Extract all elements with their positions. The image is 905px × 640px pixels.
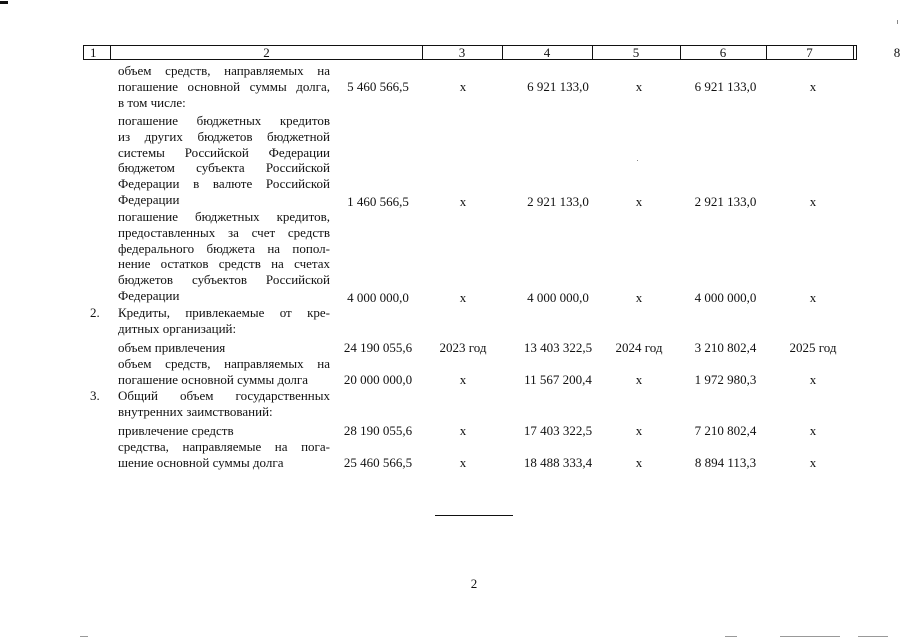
cell-marker: х <box>459 194 467 209</box>
header-cell: 3 <box>422 46 503 59</box>
scan-edge-mark <box>80 636 88 637</box>
row-description <box>118 113 330 208</box>
cell-marker: х <box>809 194 817 209</box>
header-cell: 2 <box>111 46 423 59</box>
row-description <box>118 423 330 439</box>
row-description <box>118 356 330 388</box>
header-cell: 4 <box>502 46 593 59</box>
desc-line: системы Российской Федерации <box>118 144 330 160</box>
cell-amount: 4 000 000,0 <box>347 290 409 305</box>
cell-amount: 18 488 333,4 <box>523 455 593 470</box>
table-header-row <box>83 45 901 60</box>
cell-amount: 1 460 566,5 <box>347 194 409 209</box>
cell-amount: 4 000 000,0 <box>527 290 589 305</box>
cell-amount: 24 190 055,6 <box>343 340 413 355</box>
cell-marker: х <box>635 194 643 209</box>
cell-marker: х <box>809 423 817 438</box>
desc-line: бюджетом субъекта Российской <box>118 160 330 176</box>
cell-amount: 13 403 322,5 <box>523 340 593 355</box>
desc-line: погашение основной суммы долга <box>118 371 309 387</box>
footnote-rule <box>435 515 513 516</box>
cell-amount: 28 190 055,6 <box>343 423 413 438</box>
cell-amount: 25 460 566,5 <box>343 455 413 470</box>
page-number: 2 <box>470 576 478 591</box>
desc-line: шение основной суммы долга <box>118 454 284 470</box>
cell-marker: х <box>635 423 643 438</box>
desc-line: внутренних заимствований: <box>118 403 273 419</box>
desc-line: Федерации <box>118 287 180 303</box>
desc-line: дитных организаций: <box>118 320 237 336</box>
cell-amount: 20 000 000,0 <box>343 372 413 387</box>
desc-line: Общий объем государственных <box>118 388 330 403</box>
desc-line: объем средств, направляемых на <box>118 356 330 371</box>
desc-line: предоставленных за счет средств <box>118 224 330 240</box>
scan-edge-mark <box>780 636 840 637</box>
cell-amount: 6 921 133,0 <box>527 79 589 94</box>
section-number: 3. <box>90 388 100 403</box>
scan-edge-mark <box>725 636 737 637</box>
desc-line: бюджетов субъектов Российской <box>118 272 330 288</box>
cell-marker: х <box>635 79 643 94</box>
section-number: 2. <box>90 305 100 320</box>
cell-marker: х <box>459 79 467 94</box>
desc-line: Федерации в валюте Российской <box>118 176 330 192</box>
cell-amount: 6 921 133,0 <box>694 79 757 94</box>
row-description <box>118 209 330 304</box>
cell-year: 2024 год <box>615 340 663 355</box>
cell-marker: х <box>809 372 817 387</box>
scan-speck <box>897 20 898 24</box>
header-cell: 1 <box>84 46 111 59</box>
cell-amount: 8 894 113,3 <box>694 455 757 470</box>
header-cell: 7 <box>766 46 854 59</box>
desc-line: нение остатков средств на счетах <box>118 256 330 272</box>
cell-marker: х <box>635 290 643 305</box>
cell-marker: х <box>635 372 643 387</box>
desc-line: Кредиты, привлекаемые от кре- <box>118 305 330 320</box>
section-title <box>118 305 330 337</box>
cell-marker: х <box>635 455 643 470</box>
cell-marker: х <box>459 423 467 438</box>
scan-edge-mark <box>858 636 888 637</box>
cell-amount: 1 972 980,3 <box>694 372 757 387</box>
scan-corner-mark <box>0 1 8 4</box>
header-cell: 6 <box>680 46 767 59</box>
desc-line: объем средств, направляемых на <box>118 63 330 78</box>
desc-line: средства, направляемые на пога- <box>118 439 330 454</box>
cell-marker: х <box>809 79 817 94</box>
desc-line: в том числе: <box>118 94 186 110</box>
header-cell: 5 <box>592 46 681 59</box>
header-cell: 8 <box>893 45 901 60</box>
cell-amount: 4 000 000,0 <box>694 290 757 305</box>
row-description <box>118 439 330 471</box>
desc-line: привлечение средств <box>118 423 234 438</box>
desc-line: федерального бюджета на попол- <box>118 240 330 256</box>
cell-amount: 17 403 322,5 <box>523 423 593 438</box>
cell-marker: х <box>459 372 467 387</box>
desc-line: объем привлечения <box>118 340 226 355</box>
cell-marker: х <box>809 290 817 305</box>
row-description <box>118 340 330 356</box>
scan-speck <box>637 160 638 161</box>
cell-amount: 11 567 200,4 <box>524 372 592 387</box>
cell-year: 2023 год <box>439 340 487 355</box>
cell-amount: 7 210 802,4 <box>694 423 757 438</box>
cell-amount: 3 210 802,4 <box>694 340 757 355</box>
desc-line: из других бюджетов бюджетной <box>118 128 330 144</box>
desc-line: погашение основной суммы долга, <box>118 78 330 94</box>
cell-marker: х <box>809 455 817 470</box>
cell-marker: х <box>459 290 467 305</box>
desc-line: погашение бюджетных кредитов, <box>118 209 330 224</box>
cell-amount: 5 460 566,5 <box>347 79 409 94</box>
cell-amount: 2 921 133,0 <box>694 194 757 209</box>
cell-marker: х <box>459 455 467 470</box>
section-title <box>118 388 330 420</box>
cell-amount: 2 921 133,0 <box>527 194 589 209</box>
desc-line: погашение бюджетных кредитов <box>118 113 330 128</box>
desc-line: Федерации <box>118 191 180 207</box>
cell-year: 2025 год <box>789 340 837 355</box>
row-description <box>118 63 330 110</box>
